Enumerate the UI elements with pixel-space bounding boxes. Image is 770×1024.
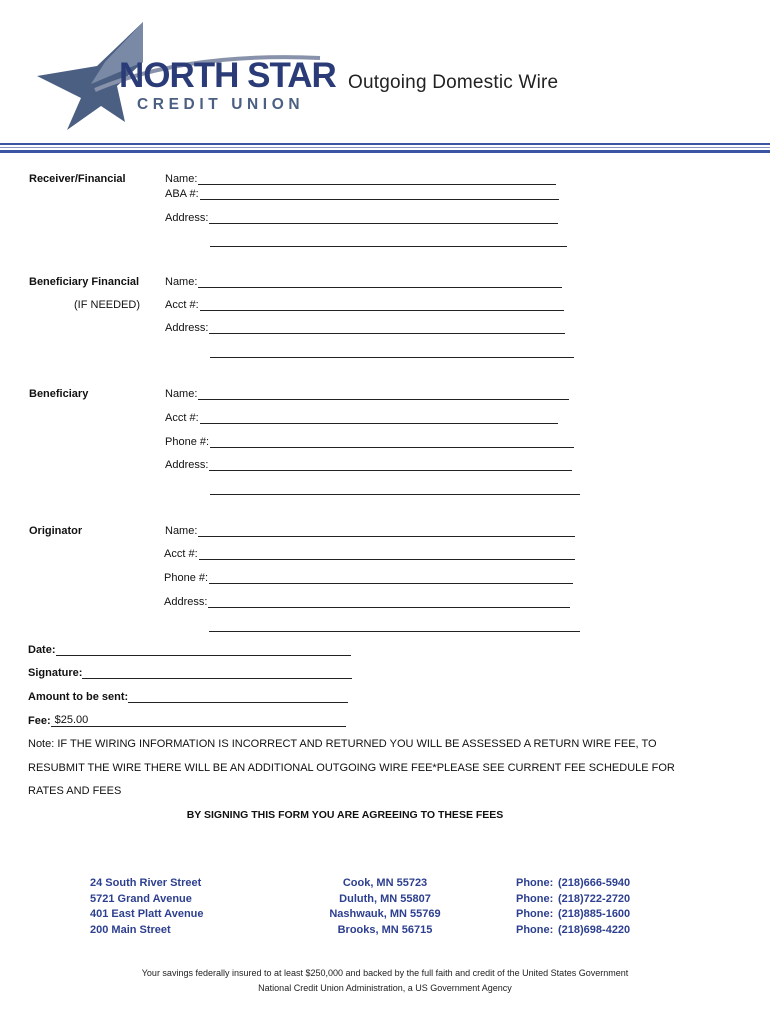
branch-phones [558,876,630,938]
beneficiary-financial-acct-field[interactable] [165,299,564,311]
branch-street: 401 East Platt Avenue [90,908,204,920]
section-label-beneficiary: Beneficiary [29,388,89,400]
field-label: ABA #: [165,188,199,200]
branch-city: Cook, MN 55723 [342,877,428,889]
field-label: Address: [164,596,208,608]
originator-phone-field[interactable] [164,572,573,584]
logo-text-credit-union: CREDIT UNION [137,96,305,113]
branch-street: 200 Main Street [90,923,171,936]
phone-label: Phone: [516,877,554,889]
beneficiary-phone-field[interactable] [165,436,574,448]
field-label: Name: [165,276,198,288]
beneficiary-financial-address-field[interactable] [165,322,565,334]
amount-label: Amount to be sent: [28,691,129,703]
branch-city: Duluth, MN 55807 [339,892,431,905]
agreement-notice: BY SIGNING THIS FORM YOU ARE AGREEING TO THESE FEES [186,809,504,821]
date-field[interactable] [28,644,351,656]
branch-city: Nashwauk, MN 55769 [329,908,441,920]
receiver-address-field[interactable] [165,212,558,224]
beneficiary-acct-field[interactable] [165,412,558,424]
header-rule-thick [0,150,770,153]
note-line-1: Note: IF THE WIRING INFORMATION IS INCORRECT AND RETURNED YOU WILL BE ASSESSED A RETURN WIRE FEE, TO [28,738,657,750]
beneficiary-financial-name-field[interactable] [165,276,562,288]
section-label-receiver: Receiver/Financial [29,173,126,185]
fee-label: Fee: [28,715,51,727]
signature-field[interactable] [28,667,352,679]
field-label: Address: [165,212,209,224]
receiver-name-field[interactable] [165,173,556,185]
beneficiary-financial-address-line-2[interactable] [210,356,574,358]
branch-city: Brooks, MN 56715 [337,923,433,936]
header-rule [0,143,770,145]
page-title: Outgoing Domestic Wire [348,72,559,93]
logo-text-north-star: NORTH STAR [119,56,336,95]
branch-cities [310,876,460,938]
signature-label: Signature: [28,667,83,679]
receiver-address-line-2[interactable] [210,245,567,247]
receiver-aba-field[interactable] [165,188,559,200]
fee-note [28,733,675,804]
branch-phone: (218)722-2720 [558,892,631,905]
footer-disclaimer [0,966,770,996]
originator-acct-field[interactable] [164,548,575,560]
header-rule-thin [0,147,770,148]
branch-streets [90,876,204,938]
phone-label: Phone: [516,923,554,936]
branch-street: 5721 Grand Avenue [90,892,192,905]
field-label: Name: [165,525,198,537]
section-label-originator: Originator [29,525,83,537]
beneficiary-address-line-2[interactable] [210,493,580,495]
field-label: Phone #: [164,572,209,584]
branch-phone: (218)666-5940 [558,877,631,889]
note-line-2: RESUBMIT THE WIRE THERE WILL BE AN ADDITIONAL OUTGOING WIRE FEE*PLEASE SEE CURRENT FEE SCHEDULE FOR [28,761,675,774]
field-label: Address: [165,322,209,334]
field-label: Address: [165,459,209,471]
beneficiary-address-field[interactable] [165,459,572,471]
phone-label: Phone: [516,892,554,905]
field-label: Name: [165,173,198,185]
fee-field [28,714,346,727]
field-label: Acct #: [164,548,198,560]
beneficiary-name-field[interactable] [165,388,569,400]
note-line-3: RATES AND FEES [28,785,122,797]
north-star-logo [35,20,336,132]
date-label: Date: [28,644,56,656]
branch-phone-labels [516,876,553,938]
branch-street: 24 South River Street [90,877,202,889]
footer-line-1: Your savings federally insured to at least $250,000 and backed by the full faith and credit of the United States Government [141,968,629,978]
section-sublabel-if-needed: (IF NEEDED) [74,299,140,311]
section-label-beneficiary-financial: Beneficiary Financial [29,276,140,288]
field-label: Acct #: [165,299,199,311]
field-label: Acct #: [165,412,199,424]
branch-phone: (218)698-4220 [558,923,631,936]
amount-field[interactable] [28,691,348,703]
phone-label: Phone: [516,908,554,920]
footer-line-2: National Credit Union Administration, a US Government Agency [258,983,512,993]
originator-address-field[interactable] [164,596,570,608]
originator-address-line-2[interactable] [209,630,580,632]
originator-name-field[interactable] [165,525,575,537]
fee-value: $25.00 [51,714,346,727]
branch-phone: (218)885-1600 [558,908,631,920]
field-label: Name: [165,388,198,400]
field-label: Phone #: [165,436,210,448]
